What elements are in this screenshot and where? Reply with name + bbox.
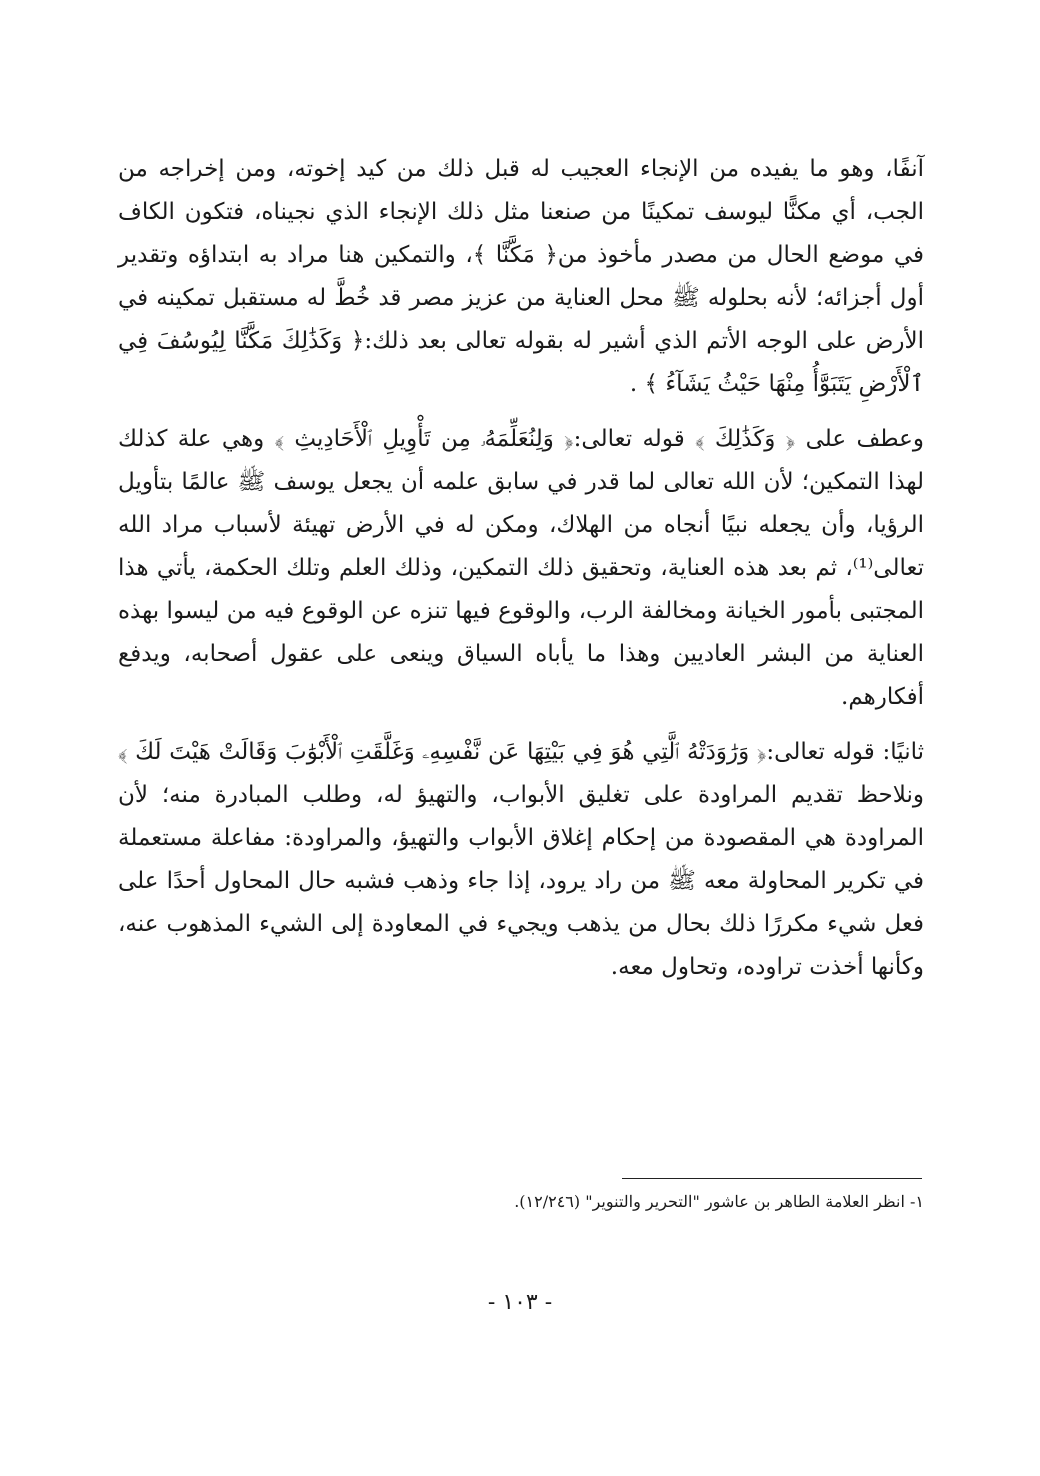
paragraph-2: وعطف على ﴿ وَكَذَٰلِكَ ﴾ قوله تعالى:﴿ وَلِنُعَلِّمَهُۥ مِن تَأْوِيلِ ٱلْأَحَادِيثِ ﴾ وهي علة كذلك لهذا التمكين؛ لأن الله تعالى لما قدر في سابق علمه أن يجعل يوسف ﷺ عالمًا بتأويل الرؤيا، وأن يجعله نبيًا أنجاه من الهلاك، ومكن له في الأرض تهيئة لأسباب مراد الله تعالى⁽¹⁾، ثم بعد هذه العناية، وتحقيق ذلك التمكين، وذلك العلم وتلك الحكمة، يأتي هذا المجتبى بأمور الخيانة ومخالفة الرب، والوقوع فيها تنزه عن الوقوع فيه من ليسوا بهذه العناية من البشر العاديين وهذا ما يأباه السياق وينعى على عقول أصحابه، ويدفع أفكارهم. (118, 426, 925, 710)
page-number: - ١٠٣ - (487, 1290, 553, 1315)
footnote-divider (622, 1178, 922, 1179)
paragraph-3: ثانيًا: قوله تعالى:﴿ وَرَٰوَدَتْهُ ٱلَّتِي هُوَ فِي بَيْتِهَا عَن نَّفْسِهِۦ وَغَلَّقَتِ ٱلْأَبْوَٰبَ وَقَالَتْ هَيْتَ لَكَ ﴾ ونلاحظ تقديم المراودة على تغليق الأبواب، والتهيؤ له، وطلب المبادرة منه؛ لأن المراودة هي المقصودة من إحكام إغلاق الأبواب والتهيؤ، والمراودة: مفاعلة مستعملة في تكرير المحاولة معه ﷺ من راد يرود، إذا جاء وذهب فشبه حال المحاول أحدًا على فعل شيء مكررًا ذلك بحال من يذهب ويجيء في المعاودة إلى الشيء المذهوب عنه، وكأنها أخذت تراوده، وتحاول معه. (118, 739, 925, 980)
paragraph-1: آنفًا، وهو ما يفيده من الإنجاء العجيب له قبل ذلك من كيد إخوته، ومن إخراجه من الجب، أي مكنًّا ليوسف تمكينًا من صنعنا مثل ذلك الإنجاء الذي نجيناه، فتكون الكاف في موضع الحال من مصدر مأخوذ من﴿ مَكَّنَّا ﴾، والتمكين هنا مراد به ابتداؤه وتقدير أول أجزائه؛ لأنه بحلوله ﷺ محل العناية من عزيز مصر قد خُطَّ له مستقبل تمكينه في الأرض على الوجه الأتم الذي أشير له بقوله تعالى بعد ذلك:﴿ وَكَذَٰلِكَ مَكَّنَّا لِيُوسُفَ فِي ٱلْأَرْضِ يَتَبَوَّأُ مِنْهَا حَيْثُ يَشَآءُ ﴾ . (118, 156, 924, 397)
page-body (118, 148, 924, 989)
footnote: ١- انظر العلامة الطاهر بن عاشور "التحرير والتنوير" (١٢/٢٤٦). (514, 1192, 924, 1211)
